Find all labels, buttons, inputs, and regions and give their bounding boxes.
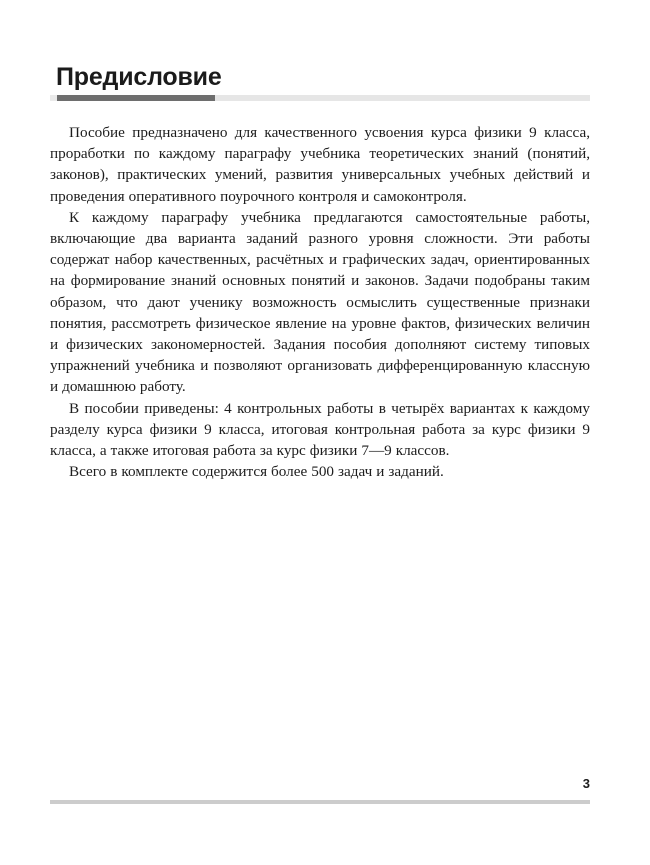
body-text	[50, 122, 590, 482]
heading-divider-light-segment	[215, 95, 590, 101]
paragraph: К каждому параграфу учебника предлагаются самостоятельные работы, включающие два варианта заданий разного уровня сложности. Эти работы содержат набор качественных, расчётных и графических задач, ориентированных на формирование знаний основных понятий и законов. Задачи подобраны таким образом, что дают ученику возможность осмыслить существенные признаки понятия, рассмотреть физическое явление на уровне фактов, физических величин и физических закономерностей. Задания пособия дополняют систему типовых упражнений учебника и позволяют организовать дифференцированную классную и домашнюю работу.	[50, 208, 590, 396]
paragraph: В пособии приведены: 4 контрольных работы в четырёх вариантах к каждому разделу курса физики 9 класса, итоговая контрольная работа за курс физики 9 класса, а также итоговая работа за курс физики 7—9 классов.	[50, 399, 590, 460]
page-number: 3	[582, 776, 590, 791]
page-title: Предисловие	[56, 63, 222, 91]
footer-divider	[50, 800, 590, 804]
heading-divider-dark-segment	[57, 95, 215, 101]
paragraph: Всего в комплекте содержится более 500 задач и заданий.	[69, 463, 444, 481]
paragraph: Пособие предназначено для качественного усвоения курса физики 9 класса, проработки по каждому параграфу учебника теоретических знаний (понятий, законов), практических умений, развития универсальных учебных действий и проведения оперативного поурочного контроля и самоконтроля.	[50, 124, 590, 205]
heading-divider	[50, 95, 590, 101]
